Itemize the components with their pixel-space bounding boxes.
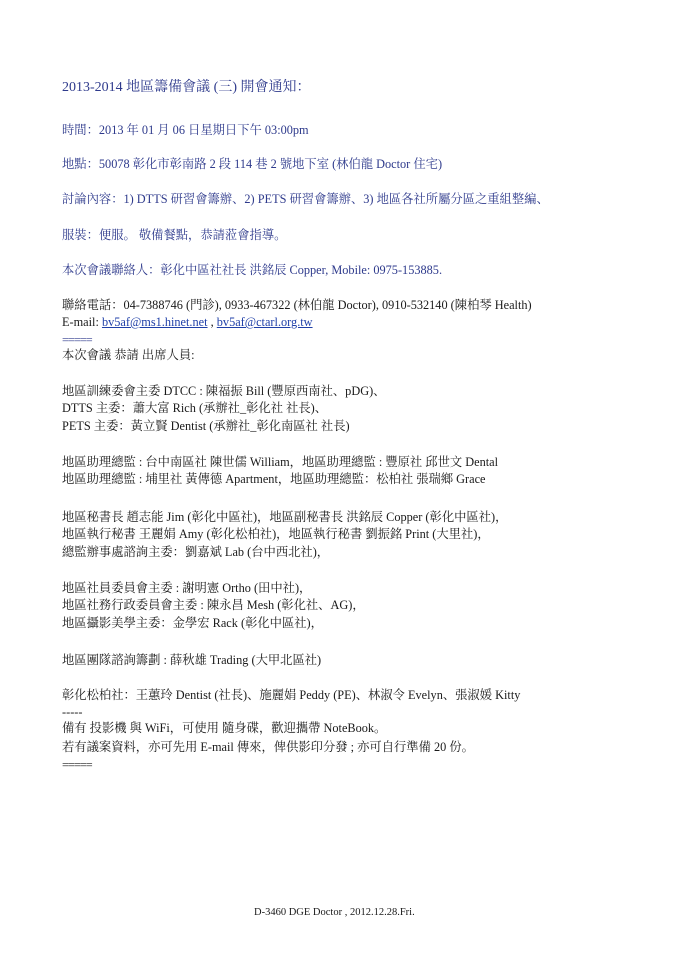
attendee-line: 地區秘書長 趙志能 Jim (彰化中區社)，地區副秘書長 洪銘辰 Copper (彰化中區社)， (62, 510, 508, 524)
attendee-line: 地區攝影美學主委：金學宏 Rack (彰化中區社)， (62, 616, 323, 630)
contact-phones: 聯絡電話：04-7388746 (門診), 0933-467322 (林伯龍 Doctor), 0910-532140 (陳柏琴 Health) (62, 298, 532, 312)
contact-person: 本次會議聯絡人：彰化中區社社長 洪銘辰 Copper, Mobile: 0975-153885. (62, 263, 443, 277)
attendee-line: 地區訓練委會主委 DTCC : 陳福振 Bill (豐原西南社、pDG)、 (62, 384, 386, 398)
attendee-line: 地區執行秘書 王麗娟 Amy (彰化松柏社)，地區執行秘書 劉振銘 Print (大里社)， (62, 527, 490, 541)
email-separator: , (207, 315, 217, 329)
meeting-time: 時間：2013 年 01 月 06 日星期日下午 03:00pm (62, 123, 309, 137)
separator-line: ----- (62, 705, 83, 719)
email-link-ctarl[interactable]: bv5af@ctarl.org.tw (216, 315, 313, 329)
attendee-line: DTTS 主委：蕭大富 Rich (承辦社_彰化社 社長)、 (62, 401, 328, 415)
meeting-title: 2013-2014 地區籌備會議 (三) 開會通知： (62, 80, 311, 95)
attendee-line: PETS 主委：黃立賢 Dentist (承辦社_彰化南區社 社長) (62, 419, 350, 433)
email-label: E-mail: (62, 315, 102, 329)
attendee-line: 地區團隊諮詢籌劃 : 薛秋雄 Trading (大甲北區社) (62, 653, 322, 667)
attendees-heading: 本次會議 恭請 出席人員: (62, 348, 195, 362)
materials-note: 若有議案資料，亦可先用 E-mail 傳來，俾供影印分發 ; 亦可自行準備 20 份。 (62, 740, 474, 754)
attendee-line: 地區社員委員會主委 : 謝明憲 Ortho (田中社)， (62, 581, 312, 595)
attendee-line: 總監辦事處諮詢主委：劉嘉斌 Lab (台中西北社)， (62, 545, 330, 559)
email-line (62, 314, 313, 330)
attendee-line: 彰化松柏社：王蕙玲 Dentist (社長)、施麗娟 Peddy (PE)、林淑令 Evelyn、張淑媛 Kitty (62, 688, 521, 702)
dress-code: 服裝：便服。 敬備餐點，恭請蒞會指導。 (62, 228, 287, 242)
page-footer: D-3460 DGE Doctor , 2012.12.28.Fri. (254, 907, 415, 918)
equipment-note: 備有 投影機 與 WiFi，可使用 隨身碟，歡迎攜帶 NoteBook。 (62, 721, 387, 735)
separator-line: ===== (62, 333, 92, 347)
meeting-place: 地點：50078 彰化市彰南路 2 段 114 巷 2 號地下室 (林伯龍 Doctor 住宅) (62, 157, 443, 171)
separator-line: ===== (62, 758, 92, 772)
attendee-line: 地區社務行政委員會主委 : 陳永昌 Mesh (彰化社、AG)， (62, 598, 365, 612)
attendee-line: 地區助理總監 : 台中南區社 陳世儒 William，地區助理總監 : 豐原社 邱世文 Dental (62, 455, 499, 469)
email-link-hinet[interactable]: bv5af@ms1.hinet.net (101, 315, 208, 329)
meeting-agenda: 討論內容：1) DTTS 研習會籌辦、2) PETS 研習會籌辦、3) 地區各社所屬分區之重組整編、 (62, 192, 549, 206)
attendee-line: 地區助理總監 : 埔里社 黃傳德 Apartment，地區助理總監：松柏社 張瑞鄉 Grace (62, 472, 486, 486)
